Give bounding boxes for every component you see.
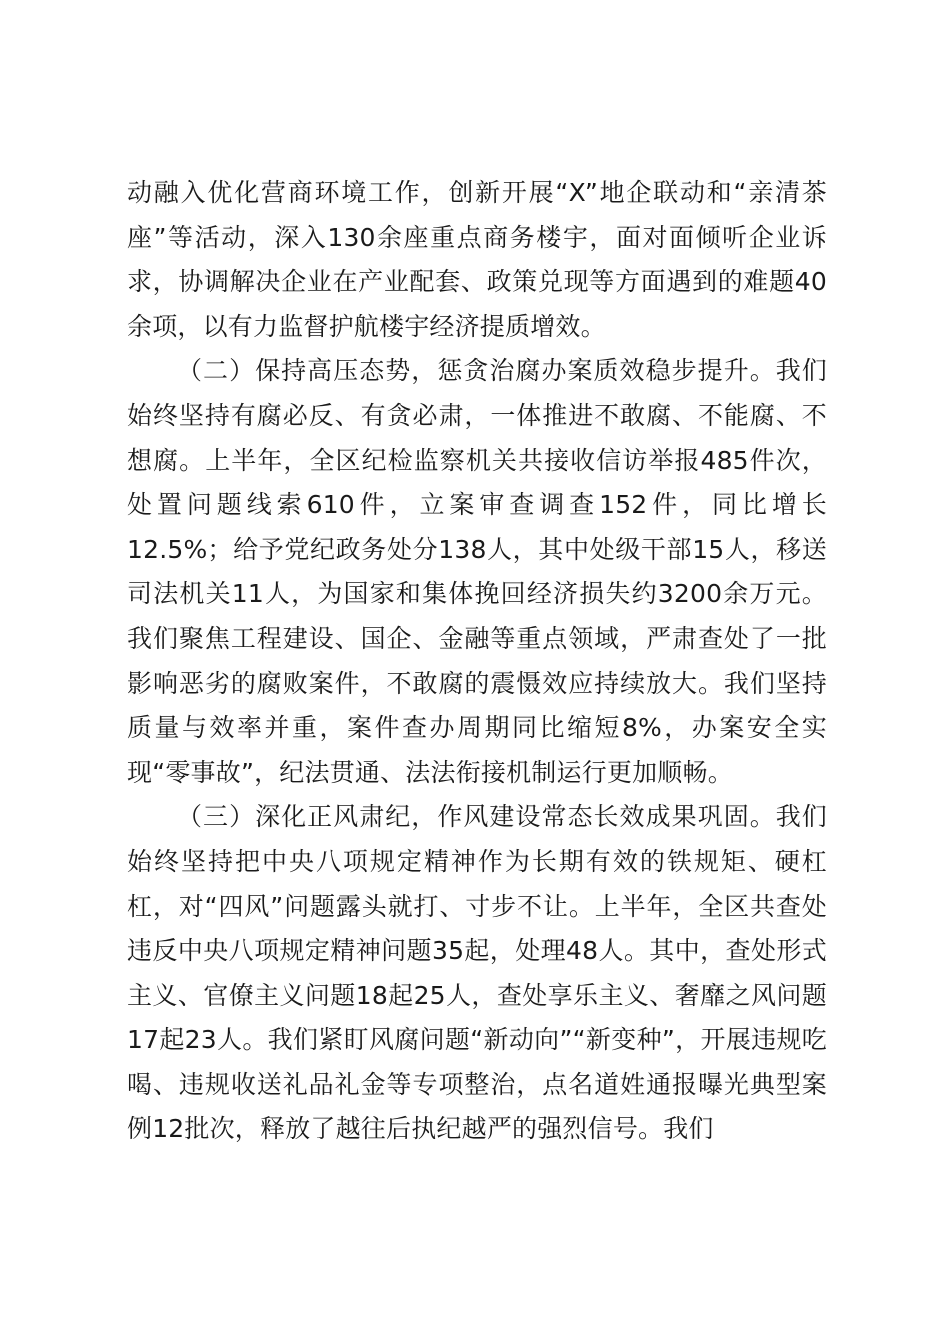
paragraph-section-two: （二）保持高压态势，惩贪治腐办案质效稳步提升。我们始终坚持有腐必反、有贪必肃，一体推进不敢腐、不能腐、不想腐。上半年，全区纪检监察机关共接收信访举报485件次，处置问题线索610件，立案审查调查152件，同比增长12.5%；给予党纪政务处分138人，其中处级干部15人，移送司法机关11人，为国家和集体挽回经济损失约3200余万元。我们聚焦工程建设、国企、金融等重点领域，严肃查处了一批影响恶劣的腐败案件，不敢腐的震慑效应持续放大。我们坚持质量与效率并重，案件查办周期同比缩短8%，办案安全实现“零事故”，纪法贯通、法法衔接机制运行更加顺畅。: [127, 356, 827, 787]
paragraph-section-three: （三）深化正风肃纪，作风建设常态长效成果巩固。我们始终坚持把中央八项规定精神作为长期有效的铁规矩、硬杠杠，对“四风”问题露头就打、寸步不让。上半年，全区共查处违反中央八项规定精神问题35起，处理48人。其中，查处形式主义、官僚主义问题18起25人，查处享乐主义、奢靡之风问题17起23人。我们紧盯风腐问题“新动向”“新变种”，开展违规吃喝、违规收送礼品礼金等专项整治，点名道姓通报曝光典型案例12批次，释放了越往后执纪越严的强烈信号。我们: [127, 802, 827, 1144]
document-body: [127, 171, 827, 1152]
paragraph-continued: 动融入优化营商环境工作，创新开展“X”地企联动和“亲清茶座”等活动，深入130余座重点商务楼宇，面对面倾听企业诉求，协调解决企业在产业配套、政策兑现等方面遇到的难题40余项，以有力监督护航楼宇经济提质增效。: [127, 178, 827, 341]
